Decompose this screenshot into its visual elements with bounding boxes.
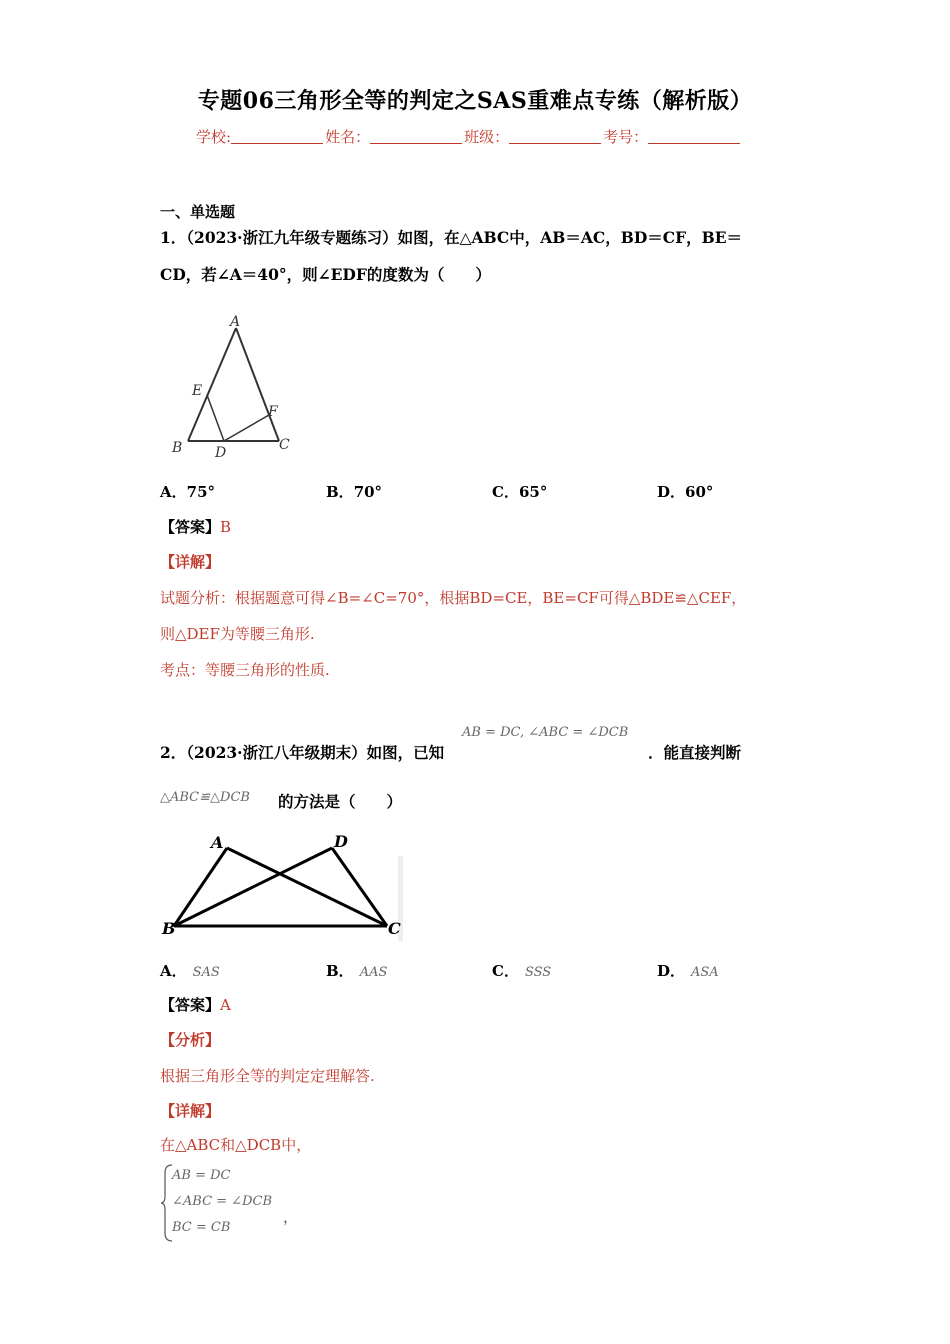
q2-system-eq1: AB = DC xyxy=(172,1168,231,1183)
q1-choice-c: C．65° xyxy=(492,483,548,501)
q1-stem-line2: CD，若∠A＝40°，则∠EDF的度数为（ ） xyxy=(160,265,491,284)
q1-answer: 【答案】B xyxy=(160,518,232,536)
student-info-line xyxy=(196,126,742,147)
q2-system-eq2: ∠ABC = ∠DCB xyxy=(172,1194,272,1209)
q1-choice-d: D．60° xyxy=(657,483,714,501)
q1-choice-a: A．75° xyxy=(160,483,216,501)
name-blank xyxy=(370,129,462,144)
q1-triangle-figure xyxy=(160,310,300,460)
q2-label-d: D xyxy=(334,832,348,851)
q1-choice-b: B．70° xyxy=(326,483,383,501)
section-heading: 一、单选题 xyxy=(160,203,236,221)
class-blank xyxy=(509,129,601,144)
q2-choice-b: B． AAS xyxy=(326,962,388,980)
exam-no-label: 考号： xyxy=(603,128,649,146)
q1-detail-tag: 【详解】 xyxy=(160,553,221,571)
q2-label-b: B xyxy=(162,919,176,938)
school-blank xyxy=(231,129,323,144)
q2-analysis-tag: 【分析】 xyxy=(160,1031,221,1049)
q1-label-f: F xyxy=(268,404,278,420)
q1-detail-line2: 则△DEF为等腰三角形. xyxy=(160,625,315,643)
q2-detail-tag: 【详解】 xyxy=(160,1102,221,1120)
q2-system-eq3: BC = CB xyxy=(172,1220,231,1235)
q1-kaodian: 考点：等腰三角形的性质. xyxy=(160,661,330,679)
q2-triangle-figure xyxy=(160,826,405,941)
exam-no-blank xyxy=(648,129,740,144)
q1-label-d: D xyxy=(215,445,227,460)
q2-system-tail: ， xyxy=(283,1208,299,1226)
q2-stem-math: AB = DC, ∠ABC = ∠DCB xyxy=(462,725,629,740)
q2-stem-prefix: 2．（2023·浙江八年级期末）如图，已知 xyxy=(160,743,445,762)
q2-detail-line1: 在△ABC和△DCB中， xyxy=(160,1136,312,1154)
q2-choice-a: A． SAS xyxy=(160,962,220,980)
q2-answer: 【答案】A xyxy=(160,996,231,1014)
q1-label-c: C xyxy=(279,437,290,453)
q2-stem-suffix: ．能直接判断 xyxy=(648,743,742,762)
q1-label-e: E xyxy=(192,383,203,399)
q2-figure-lines xyxy=(174,848,387,926)
q1-detail-line1: 试题分析：根据题意可得∠B=∠C=70°，根据BD=CE，BE=CF可得△BDE≌△CEF， xyxy=(160,589,747,607)
q1-label-b: B xyxy=(172,440,183,456)
page-title: 专题06三角形全等的判定之SAS重难点专练（解析版） xyxy=(197,88,753,114)
school-label: 学校: xyxy=(196,128,232,146)
q2-choice-c: C． SSS xyxy=(492,962,552,980)
q1-stem-line1: 1．（2023·浙江九年级专题练习）如图，在△ABC中，AB＝AC，BD＝CF，BE＝ xyxy=(160,228,743,247)
q2-analysis: 根据三角形全等的判定定理解答. xyxy=(160,1067,375,1085)
q1-label-a: A xyxy=(230,314,241,330)
q2-choice-d: D． ASA xyxy=(657,962,719,980)
q2-label-a: A xyxy=(211,833,224,852)
q2-label-c: C xyxy=(388,919,401,938)
q2-stem-line2-math: △ABC≌△DCB xyxy=(160,790,250,805)
class-label: 班级： xyxy=(464,128,510,146)
q2-stem-line2-text: 的方法是（ ） xyxy=(278,792,403,811)
name-label: 姓名： xyxy=(325,128,371,146)
